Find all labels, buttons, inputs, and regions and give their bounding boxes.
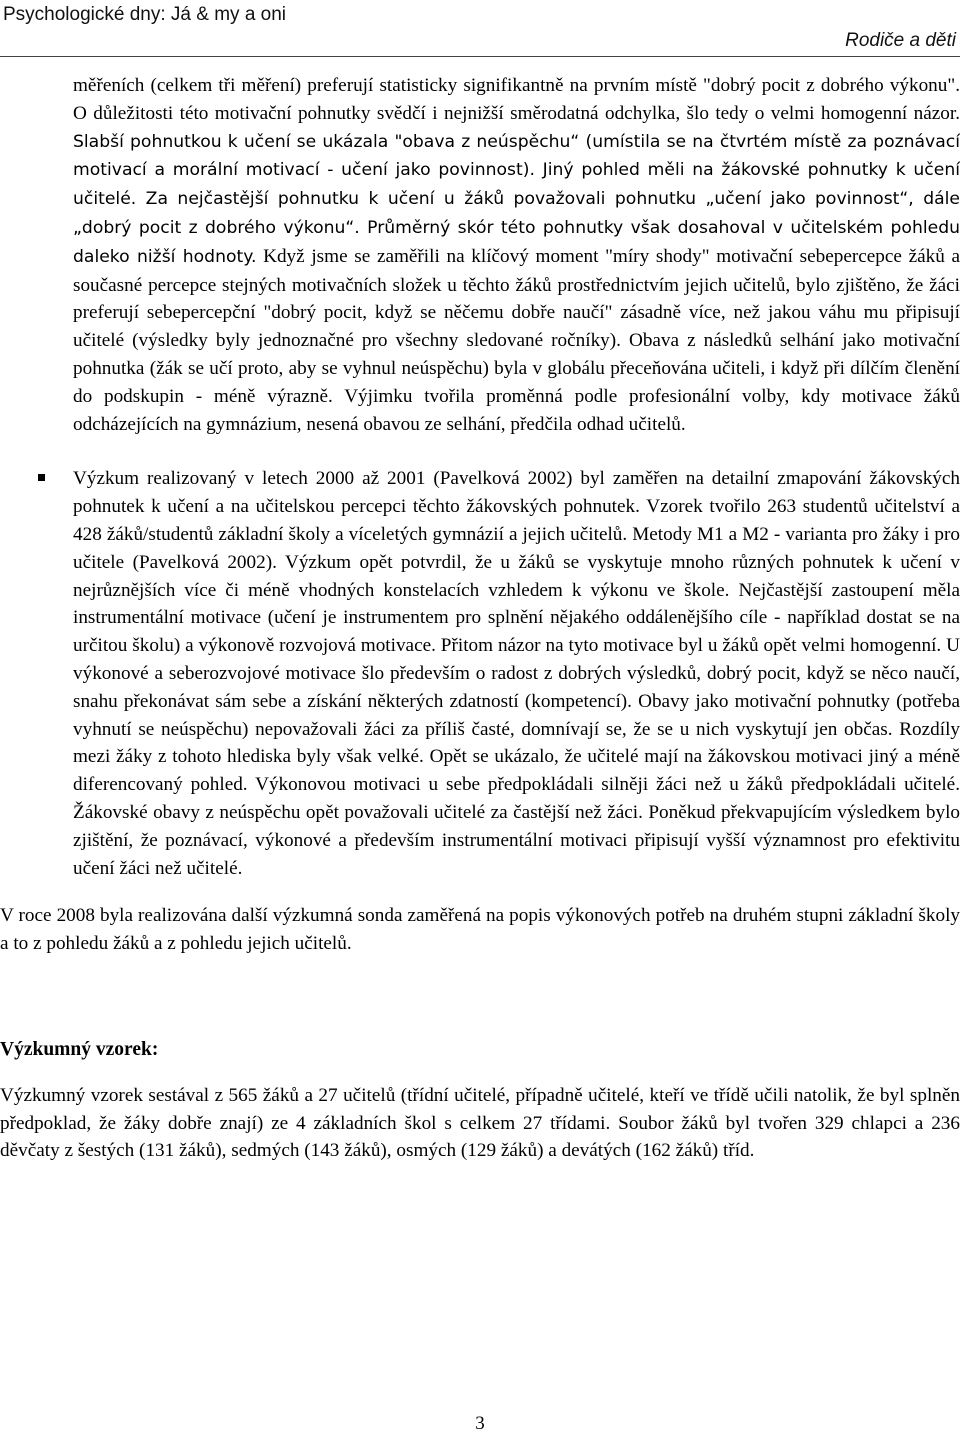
bullet-square-icon — [38, 474, 45, 481]
document-body — [0, 72, 960, 1165]
sample-paragraph: Výzkumný vzorek sestával z 565 žáků a 27 učitelů (třídní učitelé, případně učitelé, kteří ve třídě učili natolik, že byl splněn předpoklad, že žáky dobře znají) ze 4 základních škol s celkem 27 třídami. Soubor žáků byl tvořen 329 chlapci a 236 děvčaty z šestých (131 žáků), sedmých (143 žáků), osmých (129 žáků) a devátých (162 žáků) tříd. — [0, 1084, 960, 1162]
header-divider — [0, 56, 960, 57]
header-title: Psychologické dny: Já & my a oni — [3, 4, 287, 25]
page-header — [0, 0, 960, 58]
intro-text-part-2: Slabší pohnutkou k učení se ukázala "obava z neúspěchu“ (umístila se na čtvrtém místě za poznávací motivací a morální motivací - učení jako povinnost). Jiný pohled měli na žákovské pohnutky k učení učitelé. Za nejčastější pohnutku k učení u žáků považovali pohnutku „učení jako povinnost“, dále „dobrý pocit z dobrého výkonu“. Průměrný skór této pohnutky však dosahoval v učitelském pohledu daleko nižší hodnoty. — [73, 131, 960, 267]
research-2008-paragraph: V roce 2008 byla realizována další výzkumná sonda zaměřená na popis výkonových potřeb na druhém stupni základní školy a to z pohledu žáků a z pohledu jejich učitelů. — [0, 905, 960, 955]
intro-text-part-1: měřeních (celkem tři měření) preferují statisticky signifikantně na prvním místě "dobrý pocit z dobrého výkonu". O důležitosti této motivační pohnutky svědčí i nejnižší směrodatná odchylka, šlo tedy o velmi homogenní názor. — [73, 75, 960, 124]
bullet-paragraph: Výzkum realizovaný v letech 2000 až 2001 (Pavelková 2002) byl zaměřen na detailní zmapování žákovských pohnutek k učení a na učitelskou percepci těchto žákovských pohnutek. Vzorek tvořilo 263 studentů učitelství a 428 žáků/studentů základní školy a víceletých gymnázií a jejich učitelů. Metody M1 a M2 - varianta pro žáky i pro učitele (Pavelková 2002). Výzkum opět potvrdil, že u žáků se vyskytuje mnoho různých pohnutek k učení v nejrůznějších více či méně vhodných konstelacích vzhledem k výkonu ve škole. Nejčastější zastoupení měla instrumentální motivace (učení je instrumentem pro splnění nějakého oddálenějšího cíle - například dostat se na určitou školu) a výkonově rozvojová motivace. Přitom názor na tyto motivace byl u žáků opět velmi homogenní. U výkonové a seberozvojové motivace šlo především o radost z dobrých výsledků, dobrý pocit, když se něco naučí, snahu překonávat sám sebe a získání některých zdatností (kompetencí). Obavy jako motivační pohnutky (potřeba vyhnutí se neúspěchu) nepovažovali žáci za příliš časté, domnívají se, že se u nich vyskytují jen občas. Rozdíly mezi žáky z tohoto hlediska byly však velké. Opět se ukázalo, že učitelé mají na žákovskou motivaci jiný a méně diferencovaný pohled. Výkonovou motivaci u sebe předpokládali silněji žáci než u žáků předpokládali učitelé. Žákovské obavy z neúspěchu opět považovali učitelé za častější než žáci. Poněkud překvapujícím výsledkem bylo zjištění, že poznávací, výkonové a především instrumentální motivaci připisují vyšší významnost pro efektivitu učení žáci než učitelé. — [73, 468, 960, 879]
intro-paragraph — [0, 72, 960, 438]
page-number: 3 — [475, 1413, 485, 1434]
bullet-item — [0, 465, 960, 882]
section-heading: Výzkumný vzorek: — [0, 1038, 159, 1060]
intro-text-part-3: Když jsme se zaměřili na klíčový moment "míry shody" motivační sebepercepce žáků a současné percepce stejných motivačních složek u těchto žáků prostřednictvím jejich učitelů, bylo zjištěno, že žáci preferují sebepercepční "dobrý pocit, když se něčemu dobře naučí" zásadně více, než jakou váhu mu připisují učitelé (výsledky byly jednoznačné pro všechny sledované ročníky). Obava z následků selhání jako motivační pohnutka (žák se učí proto, aby se vyhnul neúspěchu) byla v globálu přeceňována učiteli, i když při dílčím členění do podskupin - méně výrazně. Výjimku tvořila proměnná podle profesionální volby, kdy motivace žáků odcházejících na gymnázium, nesená obavou ze selhání, předčila odhad učitelů. — [73, 245, 960, 435]
header-section: Rodiče a děti — [845, 30, 956, 51]
